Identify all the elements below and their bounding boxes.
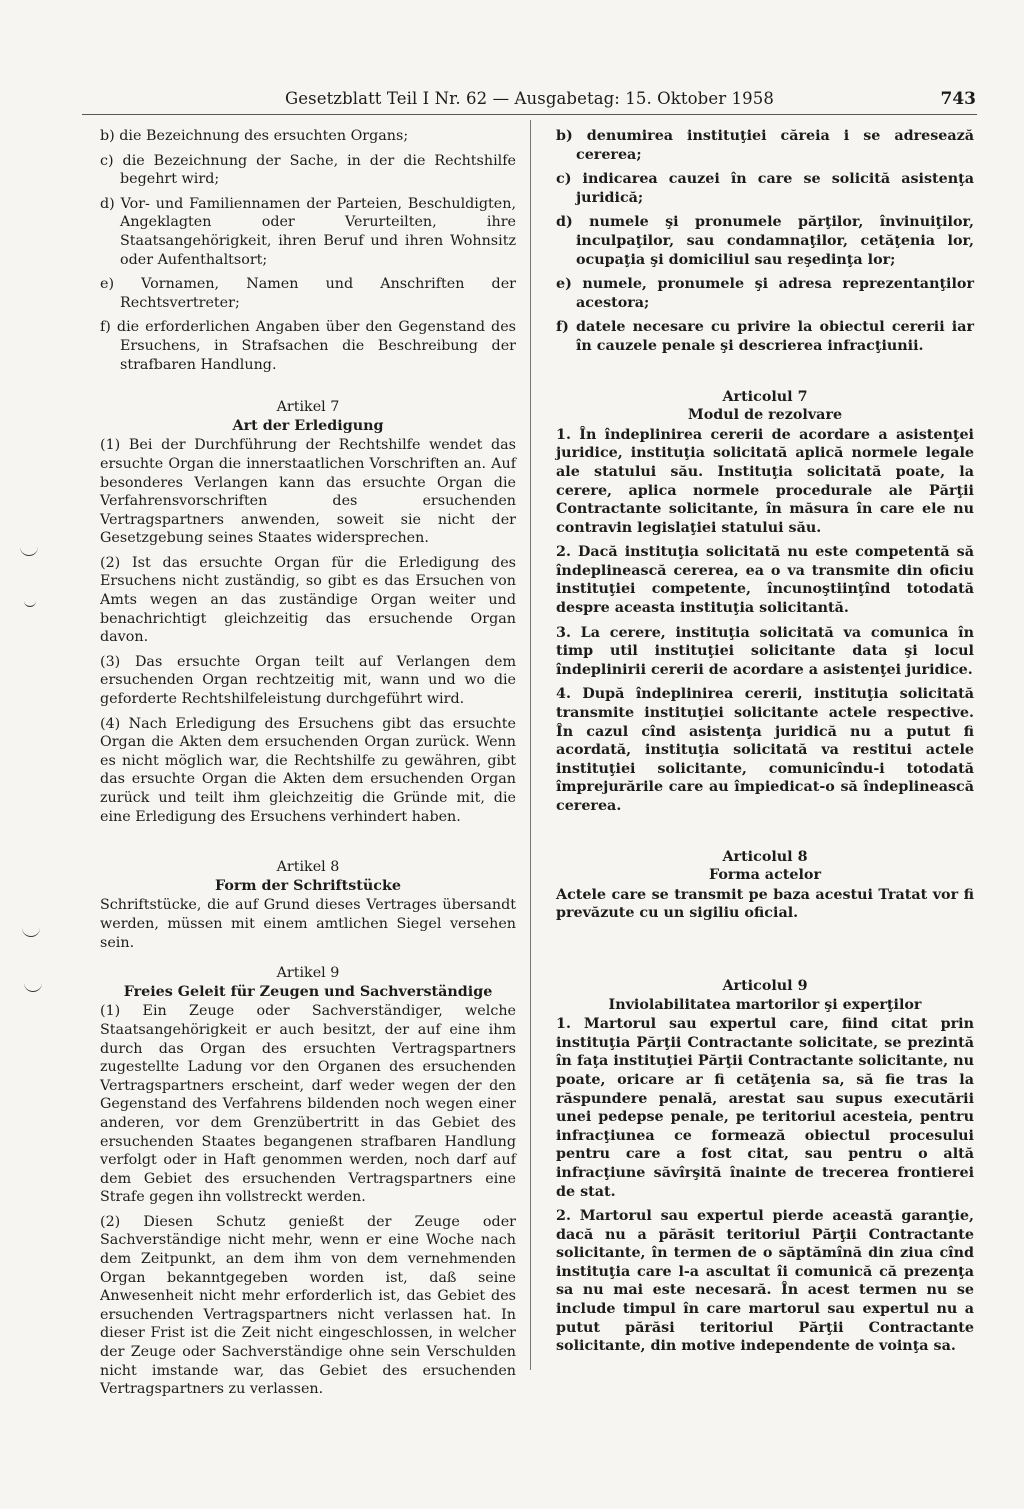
list-item: f) datele necesare cu privire la obiectul cererii iar în cauzele penale şi descrierea infracţiunii. [556,319,974,354]
article-number: Artikel 8 [276,859,340,876]
list-item: f) die erforderlichen Angaben über den Gegenstand des Ersuchens, in Strafsachen die Beschreibung der strafbaren Handlung. [100,319,516,373]
paragraph: (4) Nach Erledigung des Ersuchens gibt das ersuchte Organ die Akten dem ersuchenden Organ zurück. Wenn es nicht möglich war, die Rechtshilfe zu gewähren, gibt das ersuchte Organ die Akten dem ersuchenden Organ zurück und teilt ihm gleichzeitig die Gründe mit, die eine Erledigung des Ersuchens verhindert haben. [100,715,516,825]
list-item: d) Vor- und Familiennamen der Parteien, Beschuldigten, Angeklagten oder Verurteilten, ihre Staatsangehörigkeit, ihren Beruf und ihren Wohnsitz oder Aufenthaltsort; [100,195,516,268]
article-title: Inviolabilitatea martorilor şi experţilor [608,996,922,1013]
header-rule [82,114,977,115]
margin-mark [22,926,40,937]
column-divider [530,120,531,1370]
article-title: Form der Schriftstücke [214,877,402,894]
article-title: Forma actelor [709,867,821,884]
article-title: Art der Erledigung [232,417,384,434]
romanian-column [556,127,974,1362]
paragraph: 1. În îndeplinirea cererii de acordare a asistenţei juridice, instituţia solicitată aplică normele legale ale statului său. Instituţia solicitată poate, la cerere, aplica normele procedurale ale Părţii Contractante solicitante, în măsura în care ele nu contravin legislaţiei statului său. [556,426,974,536]
paragraph: (1) Bei der Durchführung der Rechtshilfe wendet das ersuchte Organ die innerstaatlichen Vorschriften an. Auf besonderes Verlangen kann das ersuchte Organ die Verfahrensvorschriften des ersuchenden Vertragspartners anwenden, soweit sie nicht der Gesetzgebung seines Staates widersprechen. [100,437,516,547]
paragraph: 2. Dacă instituţia solicitată nu este competentă să îndeplinească cererea, ea o va transmite din oficiu instituţiei competente, încunoştiinţînd totodată despre aceasta instituţia solicitantă. [556,544,974,617]
paragraph: (3) Das ersuchte Organ teilt auf Verlangen dem ersuchenden Organ rechtzeitig mit, wann und wo die geforderte Rechtshilfeleistung durchgeführt wird. [100,653,516,708]
article-number: Artikel 9 [276,965,340,982]
paragraph: (2) Ist das ersuchte Organ für die Erledigung des Ersuchens nicht zuständig, so gibt es das Ersuchen von Amts wegen an das zuständige Organ weiter und benachrichtigt gleichzeitig das ersuchende Organ davon. [100,554,516,646]
margin-mark [20,545,38,556]
margin-mark [24,596,36,607]
page-number: 743 [940,89,976,109]
list-item: c) indicarea cauzei în care se solicită asistenţa juridică; [556,171,974,206]
list-item: d) numele şi pronumele părţilor, învinuiţilor, inculpaţilor, sau condamnaţilor, cetăţenia lor, ocupaţia şi domiciliul sau reşedinţa lor; [556,214,974,268]
paragraph: (2) Diesen Schutz genießt der Zeuge oder Sachverständige nicht mehr, wenn er eine Woche nach dem Zeitpunkt, an dem ihm von dem vernehmenden Organ bekanntgegeben worden ist, daß seine Anwesenheit nicht mehr erforderlich ist, das Gebiet des ersuchenden Vertragspartners nicht verlassen hat. In dieser Frist ist die Zeit nicht eingeschlossen, in welcher der Zeuge oder Sachverständige ohne sein Verschulden nicht imstande war, das Gebiet des ersuchenden Vertragspartners zu verlassen. [100,1213,516,1398]
paragraph: 4. După îndeplinirea cererii, instituţia solicitată transmite instituţiei solicitante actele respective. În cazul cînd asistenţa juridică nu a putut fi acordată, instituţia solicitată va restitui actele instituţiei solicitante, comunicîndu-i totodată împrejurările care au împiedicat-o să îndeplinească cererea. [556,686,974,814]
article-number: Articolul 7 [722,388,808,405]
german-column [100,127,516,1405]
list-item: b) denumirea instituţiei căreia i se adresează cererea; [556,128,974,163]
paragraph: 2. Martorul sau expertul pierde această garanţie, dacă nu a părăsit teritoriul Părţii Contractante solicitante, în termen de o săptămînă din ziua cînd instituţia care l-a ascultat îi comunică că prezenţa sa nu mai este necesară. În acest termen nu se include timpul în care martorul sau expertul nu a putut părăsi teritoriul Părţii Contractante solicitante, din motive independente de voinţa sa. [556,1208,974,1355]
article-number: Articolul 9 [722,977,808,994]
paragraph: 1. Martorul sau expertul care, fiind citat prin instituţia Părţii Contractante solicitate, se prezintă în faţa instituţiei Părţii Contractante solicitante, nu poate, oricare ar fi cetăţenia sa, să fie tras la răspundere penală, arestat sau supus executării unei pedepse penale, pe teritoriul acesteia, pentru infracţiunea ce formează obiectul procesului pentru care a fost citat, sau pentru o altă infracţiune săvîrşită înainte de trecerea frontierei de stat. [556,1016,974,1200]
margin-mark [24,981,42,992]
article-number: Artikel 7 [276,399,340,416]
article-title: Freies Geleit für Zeugen und Sachverständige [123,983,493,1000]
list-item: e) numele, pronumele şi adresa reprezentanţilor acestora; [556,276,974,311]
article-title: Modul de rezolvare [687,407,843,424]
list-item: e) Vornamen, Namen und Anschriften der Rechtsvertreter; [100,276,516,311]
paragraph: Actele care se transmit pe baza acestui Tratat vor fi prevăzute cu un sigiliu oficial. [556,886,974,922]
article-number: Articolul 8 [722,848,808,865]
paragraph: (1) Ein Zeuge oder Sachverständiger, welche Staatsangehörigkeit er auch besitzt, der auf eine ihm durch das Organ des ersuchten Vertragspartners zugestellte Ladung vor den Organen des ersuchenden Vertragspartners erscheint, darf weder wegen der den Gegenstand des Verfahrens bildenden noch wegen einer anderen, vor dem Grenzübertritt in das Gebiet des ersuchenden Staates begangenen strafbaren Handlung verfolgt oder in Haft genommen werden, noch darf auf dem Gebiet des ersuchenden Vertragspartners eine Strafe gegen ihn vollstreckt werden. [100,1003,516,1206]
list-item: c) die Bezeichnung der Sache, in der die Rechtshilfe begehrt wird; [100,152,516,188]
paragraph: Schriftstücke, die auf Grund dieses Vertrages übersandt werden, müssen mit einem amtlichen Siegel versehen sein. [100,897,516,951]
header-title: Gesetzblatt Teil I Nr. 62 — Ausgabetag: 15. Oktober 1958 [285,89,774,108]
paragraph: 3. La cerere, instituţia solicitată va comunica în timp util instituţiei solicitante data şi locul îndeplinirii cererii de acordare a asistenţei juridice. [556,624,974,678]
list-item: b) die Bezeichnung des ersuchten Organs; [100,128,409,144]
